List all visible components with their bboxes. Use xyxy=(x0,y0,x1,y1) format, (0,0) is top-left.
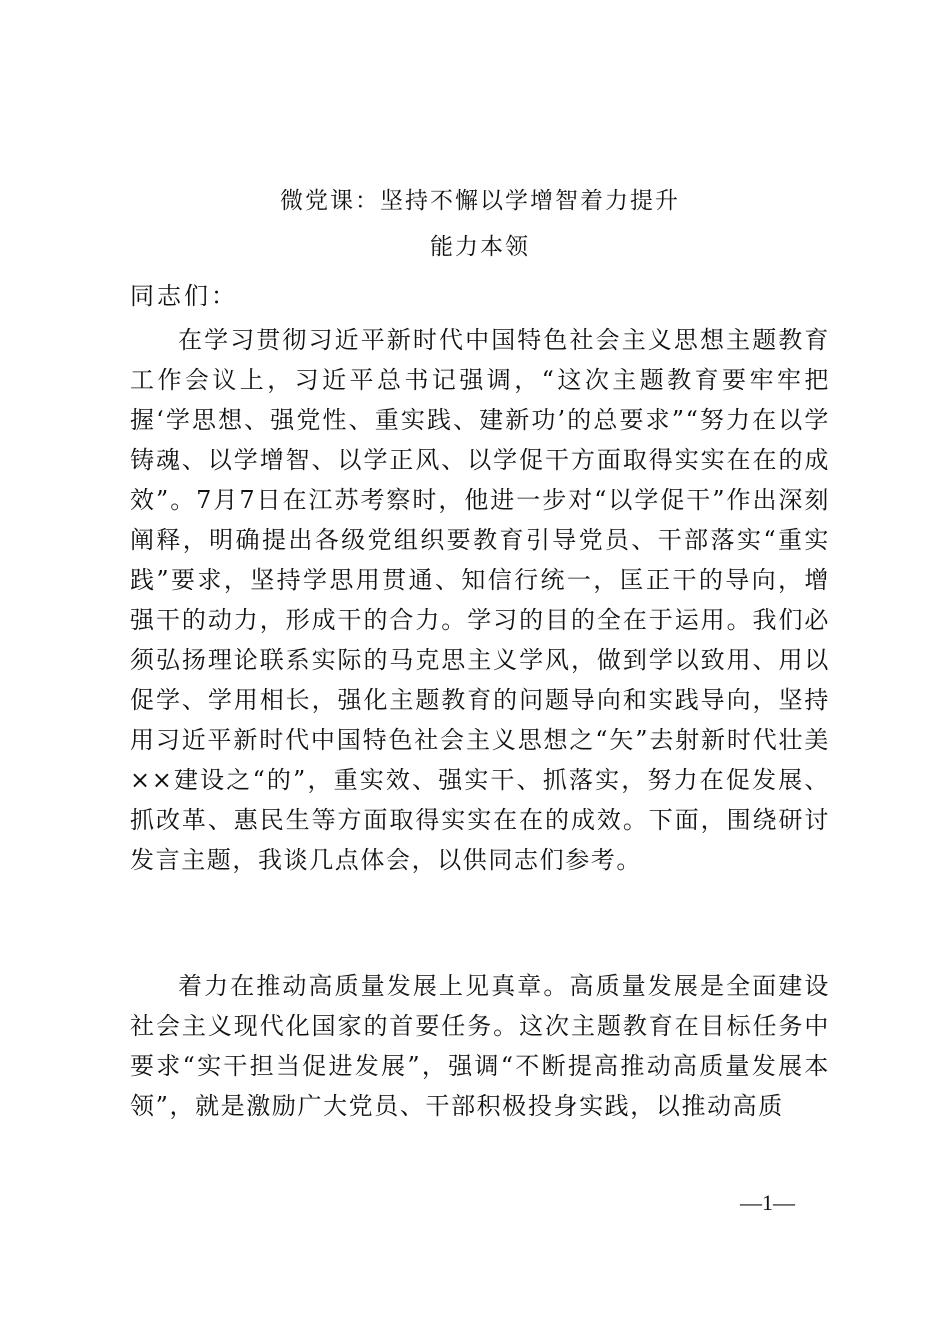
paragraph-high-quality-development: 着力在推动高质量发展上见真章。高质量发展是全面建设社会主义现代化国家的首要任务。这次主题教育在目标任务中要求“实干担当促进发展”，强调“不断提高推动高质量发展本领”，就是激励广大党员、干部积极投身实践，以推动高质 xyxy=(130,972,830,1120)
document-title-line-2: 能力本领 xyxy=(430,234,530,260)
paragraph-intro: 在学习贯彻习近平新时代中国特色社会主义思想主题教育工作会议上，习近平总书记强调，“这次主题教育要牢牢把握‘学思想、强党性、重实践、建新功’的总要求”“努力在以学铸魂、以学增智、以学正风、以学促干方面取得实实在在的成效”。7月7日在江苏考察时，他进一步对“以学促干”作出深刻阐释，明确提出各级党组织要教育引导党员、干部落实“重实践”要求，坚持学思用贯通、知信行统一，匡正干的导向，增强干的动力，形成干的合力。学习的目的全在于运用。我们必须弘扬理论联系实际的马克思主义学风，做到学以致用、用以促学、学用相长，强化主题教育的问题导向和实践导向，坚持用习近平新时代中国特色社会主义思想之“矢”去射新时代壮美××建设之“的”，重实效、强实干、抓落实，努力在促发展、抓改革、惠民生等方面取得实实在在的成效。下面，围绕研讨发言主题，我谈几点体会，以供同志们参考。 xyxy=(130,326,830,874)
page-number: —1— xyxy=(740,1190,795,1215)
salutation: 同志们： xyxy=(130,282,238,310)
document-title-line-1: 微党课：坚持不懈以学增智着力提升 xyxy=(280,188,680,214)
